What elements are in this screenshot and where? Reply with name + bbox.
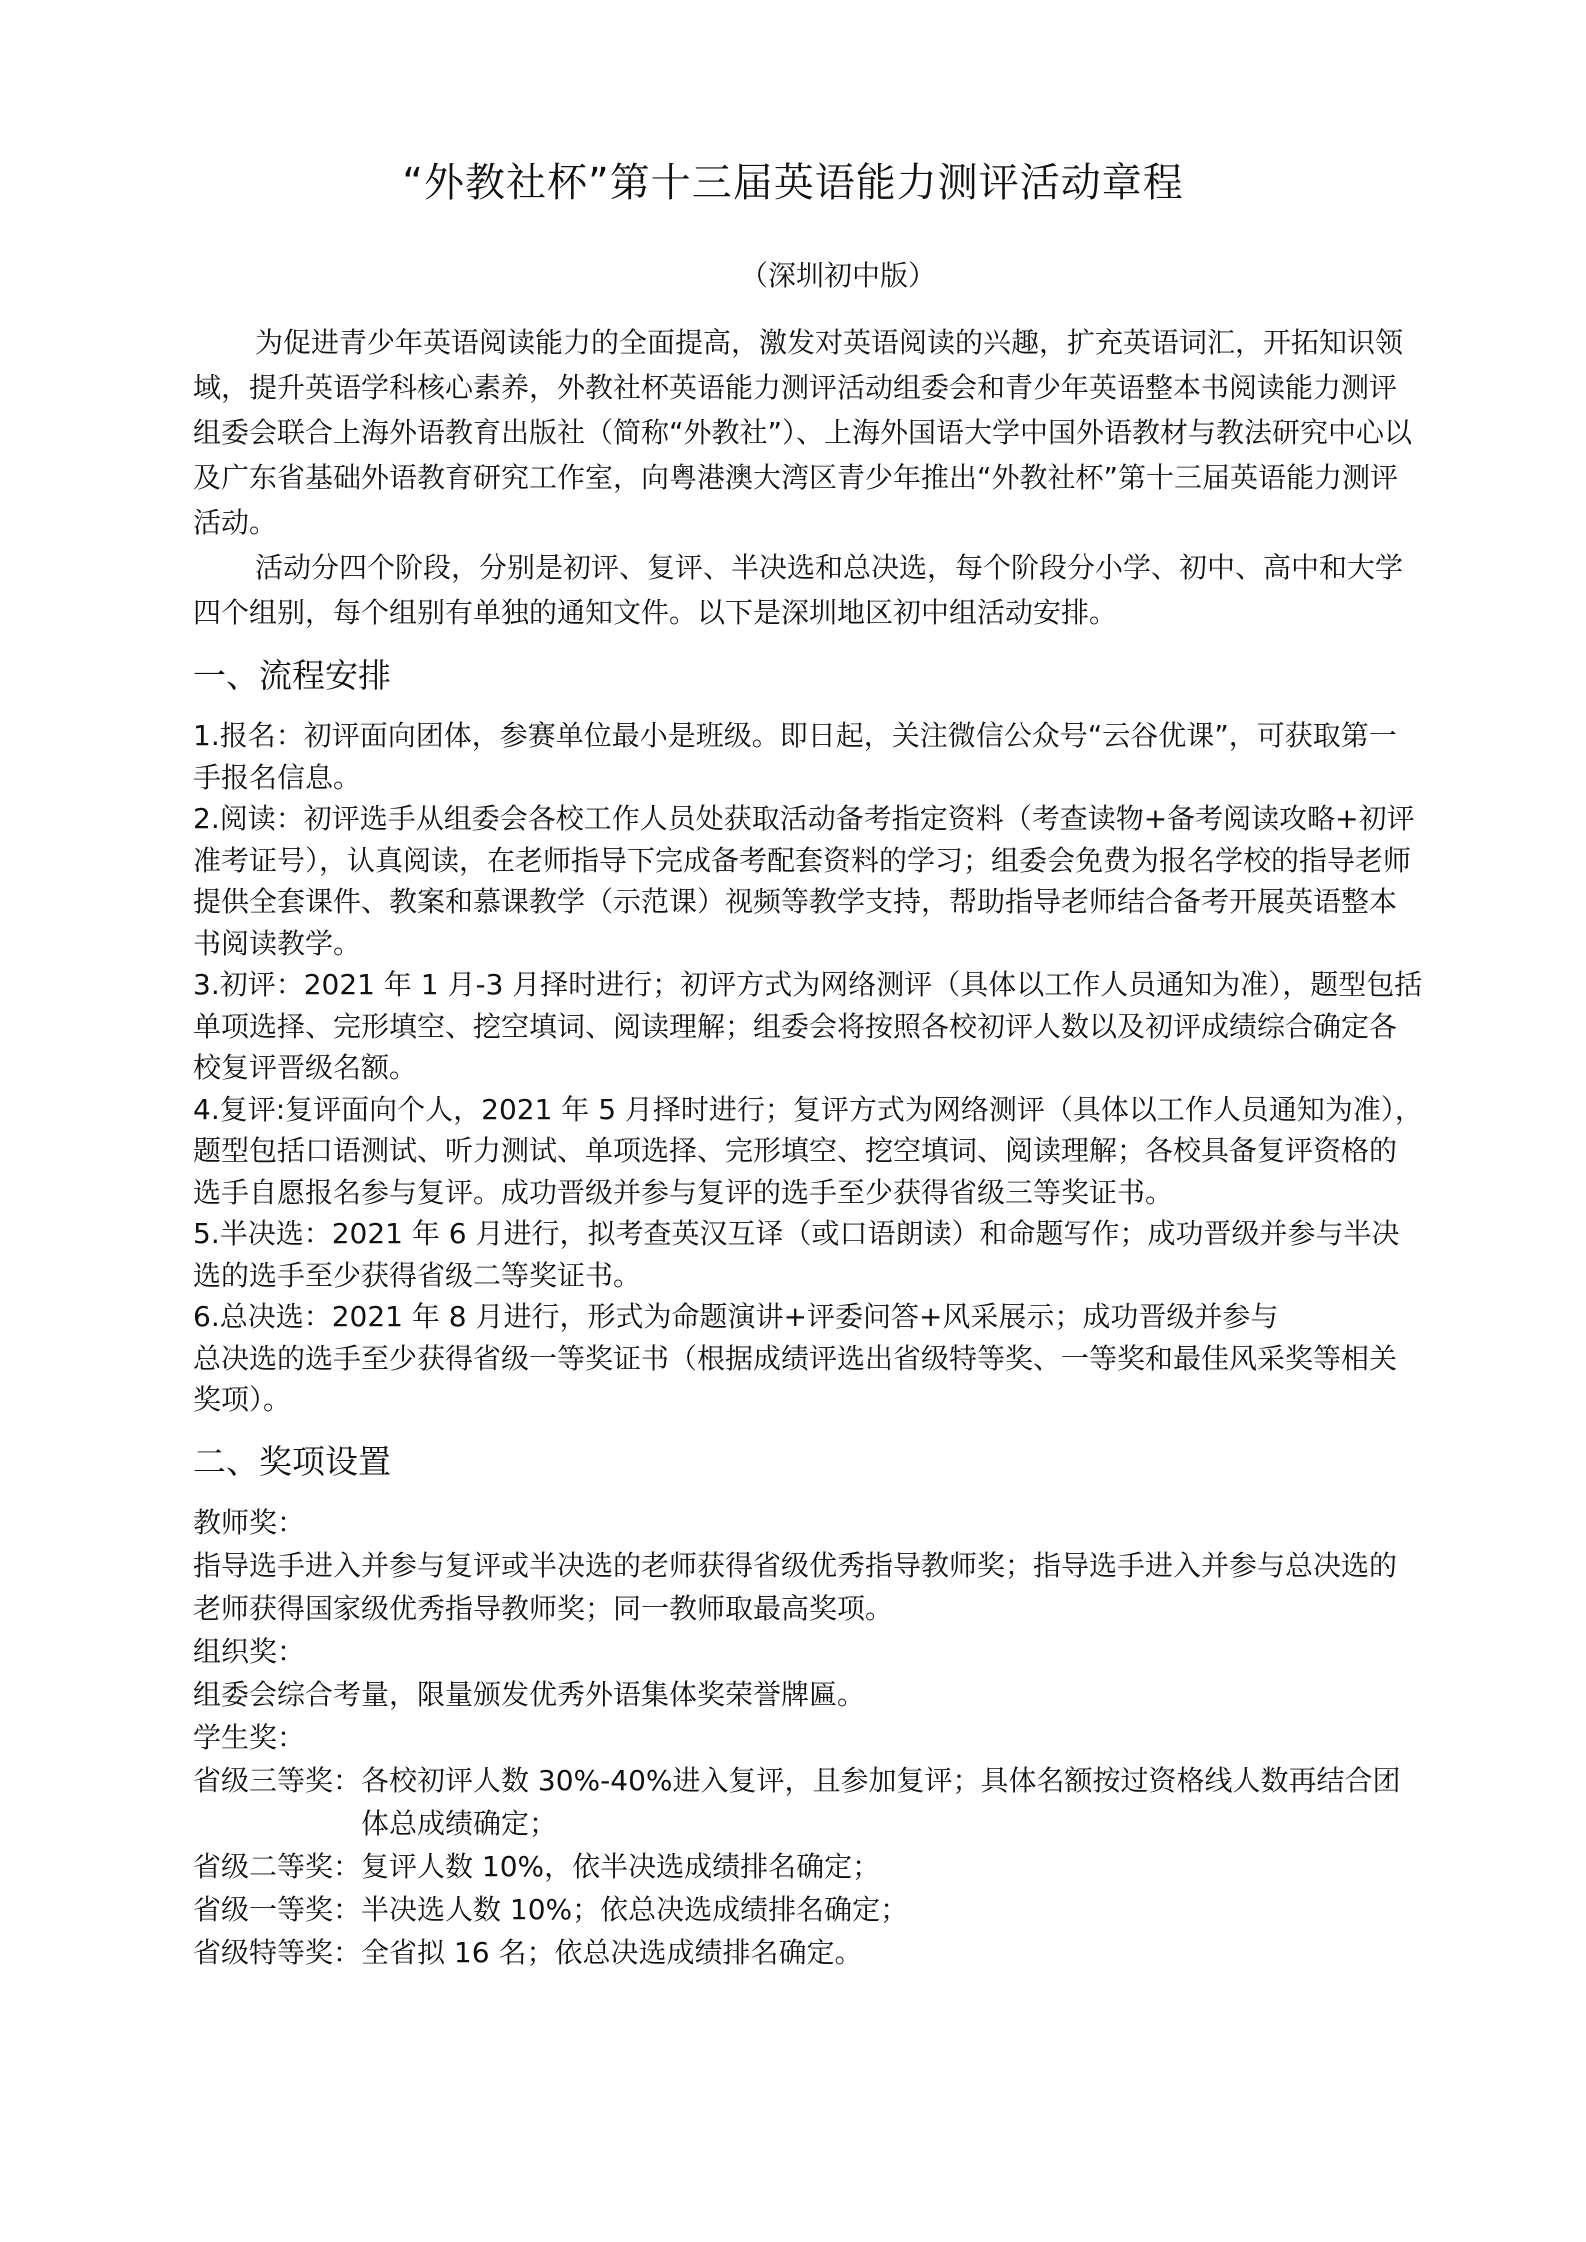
org-award-text: 组委会综合考量，限量颁发优秀外语集体奖荣誉牌匾。 — [193, 1677, 866, 1711]
process-item: 5.半决选：2021 年 6 月进行，拟考查英汉互译（或口语朗读）和命题写作；成功晋级并参与半决选的选手至少获得省级二等奖证书。 — [193, 1217, 1400, 1292]
student-award-item — [193, 1845, 1423, 1888]
process-list — [193, 715, 1423, 1421]
award-level-label: 省级二等奖： — [193, 1849, 362, 1883]
teacher-award-text: 指导选手进入并参与复评或半决选的老师获得省级优秀指导教师奖；指导选手进入并参与总决选的老师获得国家级优秀指导教师奖；同一教师取最高奖项。 — [193, 1548, 1398, 1625]
student-award-label: 学生奖： — [193, 1720, 306, 1754]
award-level-text: 半决选人数 10%；依总决选成绩排名确定； — [361, 1892, 909, 1926]
award-level-label: 省级三等奖： — [193, 1763, 362, 1797]
document-subtitle: （深圳初中版） — [740, 259, 937, 292]
award-level-label: 省级一等奖： — [193, 1892, 362, 1926]
intro-paragraph: 为促进青少年英语阅读能力的全面提高，激发对英语阅读的兴趣，扩充英语词汇，开拓知识领域，提升英语学科核心素养，外教社杯英语能力测评活动组委会和青少年英语整本书阅读能力测评组委会联合上海外语教育出版社（简称“外教社”）、上海外国语大学中国外语教材与教法研究中心以及广东省基础外语教育研究工作室，向粤港澳大湾区青少年推出“外教社杯”第十三届英语能力测评活动。 — [193, 326, 1413, 539]
awards-section — [193, 1501, 1423, 1974]
award-level-text: 复评人数 10%，依半决选成绩排名确定； — [361, 1849, 881, 1883]
process-item: 3.初评：2021 年 1 月-3 月择时进行；初评方式为网络测评（具体以工作人员通知为准），题型包括单项选择、完形填空、挖空填词、阅读理解；组委会将按照各校初评人数以及初评成绩综合确定各校复评晋级名额。 — [193, 968, 1423, 1084]
document-title: “外教社杯”第十三届英语能力测评活动章程 — [402, 160, 1184, 206]
student-award-item — [193, 1759, 1423, 1845]
intro-section — [193, 320, 1423, 635]
award-level-label: 省级特等奖： — [193, 1935, 362, 1969]
award-level-text: 各校初评人数 30%-40%进入复评，且参加复评；具体名额按过资格线人数再结合团体总成绩确定； — [361, 1763, 1401, 1840]
process-item: 总决选的选手至少获得省级一等奖证书（根据成绩评选出省级特等奖、一等奖和最佳风采奖等相关奖项）。 — [193, 1341, 1398, 1416]
intro-paragraph: 活动分四个阶段，分别是初评、复评、半决选和总决选，每个阶段分小学、初中、高中和大学四个组别，每个组别有单独的通知文件。以下是深圳地区初中组活动安排。 — [193, 551, 1404, 629]
process-item: 2.阅读：初评选手从组委会各校工作人员处获取活动备考指定资料（考查读物+备考阅读攻略+初评准考证号），认真阅读，在老师指导下完成备考配套资料的学习；组委会免费为报名学校的指导老师提供全套课件、教案和慕课教学（示范课）视频等教学支持，帮助指导老师结合备考开展英语整本书阅读教学。 — [193, 802, 1415, 960]
process-item: 1.报名：初评面向团体，参赛单位最小是班级。即日起，关注微信公众号“云谷优课”，可获取第一手报名信息。 — [193, 719, 1397, 794]
document-body — [193, 320, 1423, 1974]
student-award-item — [193, 1888, 1423, 1931]
process-item: 6.总决选：2021 年 8 月进行，形式为命题演讲+评委问答+风采展示；成功晋级并参与 — [193, 1300, 1279, 1333]
section-heading-awards: 二、奖项设置 — [193, 1441, 391, 1481]
teacher-award-label: 教师奖： — [193, 1505, 306, 1539]
process-item: 4.复评:复评面向个人，2021 年 5 月择时进行；复评方式为网络测评（具体以工作人员通知为准），题型包括口语测试、听力测试、单项选择、完形填空、挖空填词、阅读理解；各校具备复评资格的选手自愿报名参与复评。成功晋级并参与复评的选手至少获得省级三等奖证书。 — [193, 1092, 1423, 1209]
student-award-item — [193, 1931, 1423, 1974]
org-award-label: 组织奖： — [193, 1634, 306, 1668]
award-level-text: 全省拟 16 名；依总决选成绩排名确定。 — [361, 1935, 863, 1969]
section-heading-process: 一、流程安排 — [193, 656, 391, 695]
